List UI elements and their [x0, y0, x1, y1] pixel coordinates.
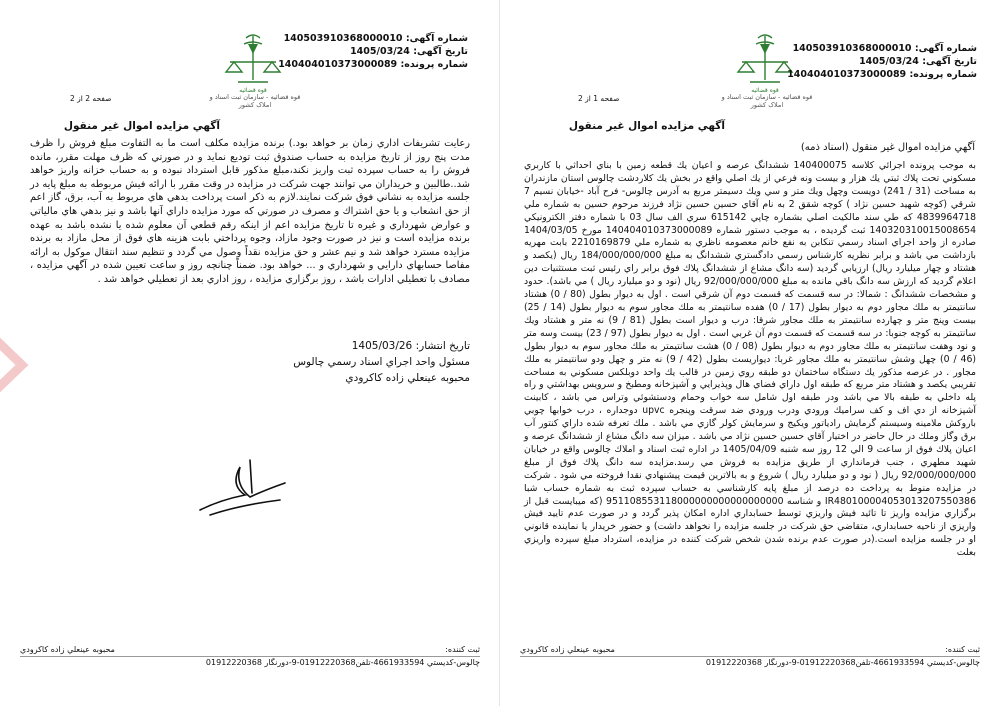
- svg-text:قوه قضائیه: قوه قضائیه: [239, 87, 267, 94]
- notice-body: رعايت تشريفات اداري زمان بر خواهد بود.) برنده مزايده مكلف است ما به التفاوت مبلغ فروش را ظرف مدت پنج روز از تاريخ مزايده به حساب صندوق ثبت توديع نمايد و در صورتي كه ظرف مهلت مقرر، مانده فروش را به حساب سپرده ثبت واريز نكند،مبلغ مذكور قابل استرداد نبوده و به حساب خزانه واريز خواهد شد..طالبين و خريداران مي توانند جهت شركت در مزايده در وقت مقرر با ارائه فيش مربوطه به مبلغ پايه در جلسه مزايده به نشاني فوق شركت نمايند.لازم به ذكر است پرداخت بدهي هاي مربوط به آب، برق، گاز اعم از حق انشعاب و يا حق اشتراك و مصرف در صورتي كه مورد مزايده داراي آنها باشد و نيز بدهي هاي مالياتي و عوارض شهرداري و غيره تا تاريخ مزايده اعم از اينكه رقم قطعي آن معلوم شده يا نشده باشد به عهده برنده مزايده است و نيز در صورت وجود مازاد، وجوه پرداختي بابت هزينه هاي فوق از محل مازاد به برنده مزايده مسترد خواهد شد و نيم عشر و حق مزايده نقداً وصول مي گردد و تنظيم سند انتقال موكول به ارائه مفاصا حسابهاي دارايي و شهرداري و ... خواهد بود. ضمناً چنانچه روز و ساعت تعيين شده در آگهي مزايده ، مصادف با تعطيلي ادارات باشد ، روز برگزاري مزايده ، روز اداري بعد از تعطيلي خواهد شد .: [30, 138, 470, 285]
- registrar-row: ثبت كننده: محبوبه عينعلي زاده كاكرودي: [20, 645, 480, 654]
- registrar-name: محبوبه عينعلي زاده كاكرودي: [520, 645, 615, 654]
- emblem-caption: قوه قضائیه - سازمان ثبت اسناد و املاک کشور: [209, 93, 301, 109]
- registrar-name: محبوبه عينعلي زاده كاكرودي: [20, 645, 115, 654]
- watermark-icon: [0, 330, 32, 404]
- page-1: [500, 0, 1000, 706]
- ad-number-row: شماره آگهی: 140503910368000010: [792, 43, 977, 54]
- emblem-caption: قوه قضائیه - سازمان ثبت اسناد و املاک کشور: [721, 93, 813, 109]
- notice-body: به موجب پرونده اجرائي كلاسه 140400075 ششدانگ عرصه و اعيان يك قطعه زمين با بناي احداثي با كاربري مسكوني تحت پلاك ثبتي يك هزار و بيست ونه فرعي از يك اصلي واقع در بخش يك كلاردشت چالوس استان مازندران به مساحت (31 / 241) دويست وچهل ويك متر و سي ويك دسيمتر مربع به آدرس چالوس- فرح آباد -خيابان نسيم 7 شرقي (كوچه شهيد حسين نژاد ) كوچه شقق 2 به نام آقاي حسين حسين نژاد فرزند مرحوم حسين به شماره ملي 4839964718 كه طي سند مالكيت اصلي بشماره چاپي 615142 سري الف سال 03 با شماره دفتر الكترونيكي 140320310015008654 ثبت گرديده ، به موجب دستور شماره 140404010373000089 مورخ 1404/03/05 صادره از واحد اجراي اسناد رسمي تنكابن به نفع خانم معصومه ناظري به شماره ملي 2210169879 بابت مهريه بازداشت مي باشد و برابر نظريه كارشناس رسمي دادگستري ششدانگ به مبلغ 184/000/000/000 ريال (يكصد و هشتاد و چهار ميليارد ريال) ارزيابي گرديد (سه دانگ مشاع از ششدانگ پلاك فوق برابر راي رئيس ثبت مستثنيات دين اعلام گرديد كه ارزش سه دانگ باقي مانده به مبلغ 92/000/000/000 ريال (نود و دو ميليارد ريال ) مي باشد). حدود و مشخصات ششدانگ : شمالا: در سه قسمت كه قسمت دوم آن شرقي است . اول به ديوار بطول (80 / 0) هشتاد سانتيمتر به ملك مجاور دوم به ديوار بطول (17 / 0) هفده سانتيمتر به ملك مجاور سوم به ديوار بطول (14 / 25) بيست وپنج متر و چهارده سانتيمتر به ملك مجاور شرقا: درب و ديوار است بطول (81 / 9) نه متر و هشتاد ويك سانتيمتر به كوچه جنوبا: در سه قسمت كه قسمت دوم آن غربي است . اول به ديوار بطول (97 / 23) بيست وسه متر و نود وهفت سانتيمتر به ملك مجاور دوم به ديوار بطول (08 / 0) هشت سانتيمتر به ملك مجاور سوم به ديوار بطول (46 / 0) چهل وشش سانتيمتر به ملك مجاور غربا: ديواريست بطول (42 / 9) نه متر و چهل ودو سانتيمتر به ملك مجاور . در عرصه مذكور يك دستگاه ساختمان دو طبقه روي زمين در قالب يك واحد دوبلكس مسكوني به مساحت تقريبي يكصد و هشتاد متر مربع كه طبقه اول داراي فضاي هال وپذيرايي و آشپزخانه ومطبخ و سرويس بهداشتي و راه پله داخلي به طبقه بالا مي باشد ودر طبقه اول شامل سه خواب وحمام ودستشوئي وتراس مي باشد ، كابينت آشپزخانه از دي اف و كف سراميك ورودي ودرب ورودي ضد سرقت وپنجره upvc دوجداره ، درب خوابها چوبي باروكش ملامينه وسيستم گرمايش رادياتور ويكيج و سرمايش كولر گازي مي باشد . ملك تعرفه شده داراي كنتور آب برق وگاز وملك در حال حاضر در اختيار آقاي حسين حسين نژاد مي باشد . ميزان سه دانگ مشاع از ششدانگ عرصه و اعيان پلاك فوق از ساعت 9 الي 12 روز سه شنبه 1405/04/09 در اداره ثبت اسناد و املاك چالوس واقع در خيابان شهيد مطهري ، جنب فرمانداري از طريق مزايده به فروش مي رسد.مزايده سه دانگ پلاك فوق از مبلغ 92/000/000/000 ريال ( نود و دو ميليارد ريال ) شروع و به بالاترين قيمت پيشنهادي نقدا فروخته مي شود . شركت در مزايده منوط به پرداخت ده درصد از مبلغ پايه كارشناسي به حساب سپرده ثبت به شماره حساب شبا IR480100004053013207550386 و شناسه 951108553118000000000000000000 (كه ميبايست قبل از برگزاري مزايده واريز تا تائيد فيش واريزي توسط حسابداري اداره امكان پذير گردد و در صورت عدم تاييد فيش واريزي از ناحيه حسابداري، متقاضي حق شركت در جلسه مزايده را نخواهد داشت) و حضور خريدار يا نماينده قانوني او در جلسه مزايده است.(در صورت عدم برنده شدن شخص شركت كننده در مزايده، استرداد مبلغ سپرده واريزي بعلت: [524, 160, 977, 559]
- ad-meta: [278, 32, 468, 71]
- notice-title: آگهي مزايده اموال غير منقول: [568, 120, 725, 132]
- footer-address: چالوس-كديستي 4661933594-تلفن01912220368-9-دورنگار 01912220368: [205, 658, 480, 667]
- ad-number-row: شماره آگهی: 140503910368000010: [283, 33, 468, 44]
- officer-title: مسئول واحد اجراي اسناد رسمي چالوس: [293, 356, 470, 368]
- page-footer: [520, 644, 980, 669]
- notice-title: آگهي مزايده اموال غير منقول: [63, 120, 220, 132]
- ad-meta: [787, 42, 977, 81]
- file-number-row: شماره پرونده: 140404010373000089: [787, 69, 977, 80]
- publish-date: تاريخ انتشار: 1405/03/26: [351, 340, 470, 352]
- notice-subtitle: آگهي مزايده اموال غير منقول (اسناد ذمه): [800, 142, 975, 153]
- ad-date-row: تاریخ آگهی: 1405/03/24: [859, 56, 977, 67]
- footer-address: چالوس-كديستي 4661933594-تلفن01912220368-9-دورنگار 01912220368: [705, 658, 980, 667]
- officer-name: محبوبه عينعلي زاده كاكرودي: [345, 372, 470, 384]
- ad-date-row: تاریخ آگهی: 1405/03/24: [350, 46, 468, 57]
- registrar-row: ثبت كننده: محبوبه عينعلي زاده كاكرودي: [520, 645, 980, 654]
- page-footer: [20, 644, 480, 669]
- svg-text:قوه قضائیه: قوه قضائیه: [751, 87, 779, 94]
- signature-icon: [190, 455, 300, 529]
- page-number: صفحه 2 از 2: [70, 94, 112, 103]
- file-number-row: شماره پرونده: 140404010373000089: [278, 59, 468, 70]
- page-number: صفحه 1 از 2: [578, 94, 620, 103]
